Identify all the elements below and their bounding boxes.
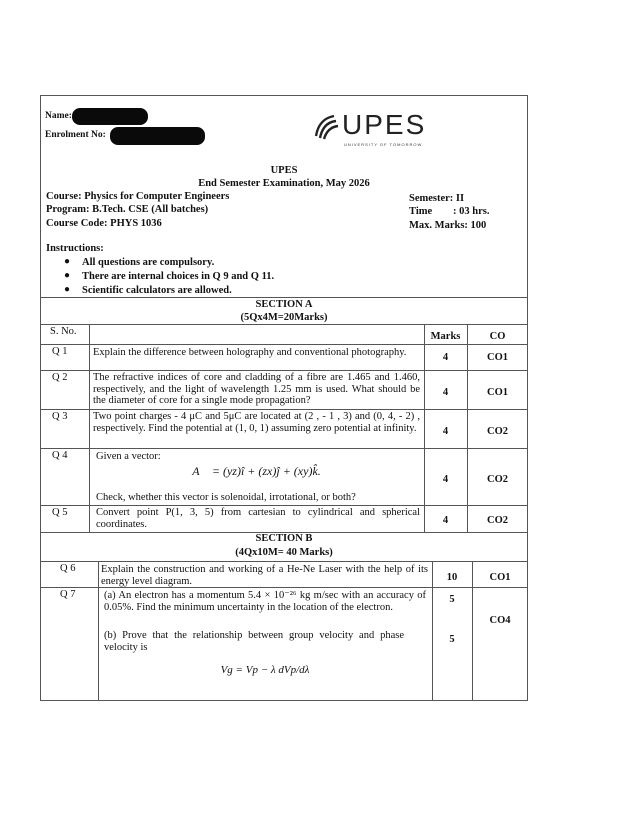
question-text: Given a vector: — [96, 451, 161, 462]
section-b-subtitle: (4Qx10M= 40 Marks) — [235, 547, 333, 558]
table-line — [40, 561, 528, 562]
instruction-item: Scientific calculators are allowed. — [82, 285, 232, 296]
part-a-marks: 5 — [449, 594, 455, 605]
part-b-marks: 5 — [449, 634, 455, 645]
instructions-heading: Instructions: — [46, 243, 104, 254]
exam-title: End Semester Examination, May 2026 — [198, 178, 370, 189]
question-marks: 4 — [442, 352, 449, 363]
question-marks: 4 — [442, 515, 449, 526]
bullet-icon: ● — [64, 284, 71, 295]
question-marks: 4 — [442, 387, 449, 398]
logo-mark-icon — [312, 112, 342, 142]
question-number: Q 6 — [60, 563, 76, 574]
question-text: The refractive indices of core and cladding of a fibre are 1.465 and 1.460, respectively, and the light of wavelength 1.25 mm is used. What should be the diameter of core for a single mode propagation? — [93, 372, 420, 406]
table-line — [40, 587, 528, 588]
enrolment-label: Enrolment No: — [45, 130, 106, 140]
question-text: Convert point P(1, 3, 5) from cartesian to cylindrical and spherical coordinates. — [96, 507, 420, 530]
vector-formula: A⃗ = (yz)î + (zx)ĵ + (xy)k̂. — [192, 464, 321, 478]
divider — [40, 297, 528, 298]
logo-subtext: UNIVERSITY OF TOMORROW — [344, 142, 423, 147]
table-line — [40, 370, 528, 371]
logo-text: UPES — [342, 109, 427, 140]
section-b-title: SECTION B — [255, 533, 313, 544]
table-line — [40, 344, 528, 345]
question-text: Explain the construction and working of a He-Ne Laser with the help of its energy level diagram. — [101, 564, 428, 587]
section-a-title: SECTION A — [255, 299, 313, 310]
question-co: CO4 — [489, 615, 511, 626]
institution-name: UPES — [270, 165, 298, 176]
bullet-icon: ● — [64, 270, 71, 281]
question-co: CO1 — [489, 572, 511, 583]
header-co: CO — [489, 331, 506, 342]
question-number: Q 3 — [52, 411, 68, 422]
question-co: CO2 — [487, 474, 508, 485]
question-text: Two point charges - 4 μC and 5μC are located at (2 , - 1 , 3) and (0, 4, - 2) , respectively. Find the potential at (1, 0, 1) assuming zero potential at infinity. — [93, 411, 420, 434]
redacted-enrolment — [110, 127, 205, 145]
program-name: Program: B.Tech. CSE (All batches) — [46, 204, 209, 215]
question-marks: 4 — [442, 426, 449, 437]
question-number: Q 7 — [60, 589, 76, 600]
question-co: CO1 — [487, 387, 508, 398]
question-number: Q 2 — [52, 372, 68, 383]
header-marks: Marks — [430, 331, 461, 342]
question-number: Q 5 — [52, 507, 68, 518]
table-col-line — [98, 561, 99, 701]
question-marks: 4 — [442, 474, 449, 485]
question-part-a: (a) An electron has a momentum 5.4 × 10⁻²⁶ kg m/sec with an accuracy of 0.05%. Find the minimum uncertainty in the location of the electron. — [104, 590, 426, 613]
question-part-b: (b) Prove that the relationship between group velocity and phase velocity is — [104, 630, 404, 653]
semester: Semester: II — [409, 193, 465, 204]
upes-logo — [312, 109, 427, 154]
name-label: Name: — [45, 111, 72, 121]
question-co: CO1 — [487, 352, 508, 363]
time-label: Time — [409, 206, 433, 217]
bullet-icon: ● — [64, 256, 71, 267]
redacted-name — [72, 108, 148, 125]
question-co: CO2 — [487, 426, 508, 437]
table-col-line — [89, 324, 90, 532]
instruction-item: There are internal choices in Q 9 and Q 11. — [82, 271, 275, 282]
section-a-subtitle: (5Qx4M=20Marks) — [240, 312, 328, 323]
course-code: Course Code: PHYS 1036 — [46, 218, 162, 229]
velocity-formula: Vg = Vp − λ dVp/dλ — [220, 664, 310, 676]
table-line — [40, 505, 528, 506]
course-name: Course: Physics for Computer Engineers — [46, 191, 230, 202]
question-number: Q 1 — [52, 346, 68, 357]
question-co: CO2 — [487, 515, 508, 526]
max-marks: Max. Marks: 100 — [409, 220, 487, 231]
question-marks: 10 — [446, 572, 458, 583]
time-value: : 03 hrs. — [453, 206, 490, 217]
header-sno: S. No. — [50, 326, 77, 337]
table-line — [40, 409, 528, 410]
table-line — [40, 448, 528, 449]
question-number: Q 4 — [52, 450, 68, 461]
question-text-continued: Check, whether this vector is solenoidal, irrotational, or both? — [96, 492, 356, 503]
question-text: Explain the difference between holography and conventional photography. — [93, 347, 407, 358]
instruction-item: All questions are compulsory. — [82, 257, 215, 268]
table-line — [40, 324, 528, 325]
